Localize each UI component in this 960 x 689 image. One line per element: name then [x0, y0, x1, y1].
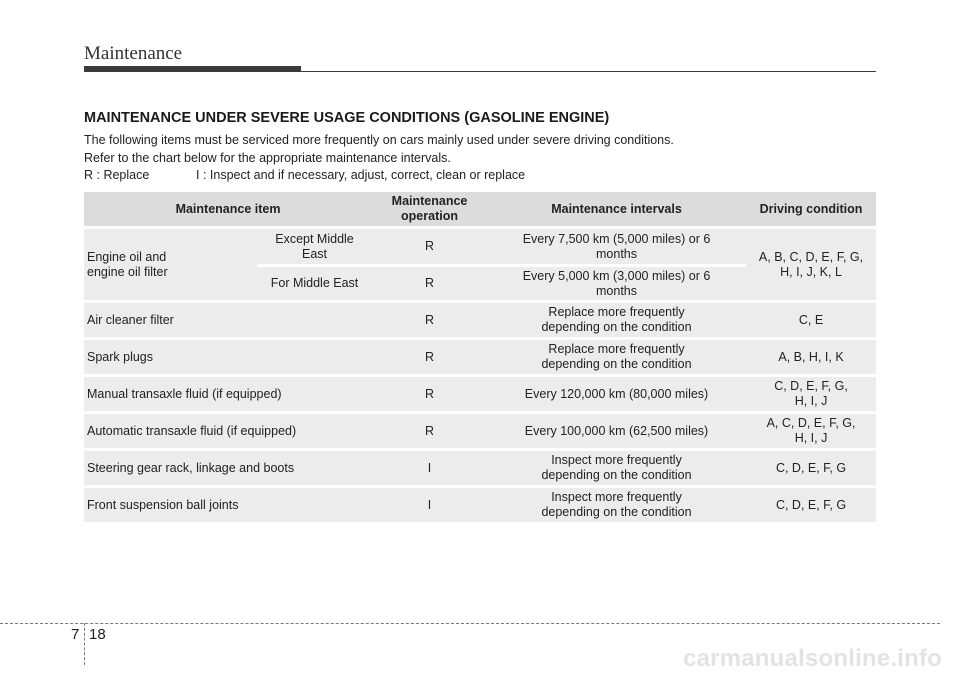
- cell-operation: R: [372, 229, 487, 264]
- cell-interval: Every 7,500 km (5,000 miles) or 6 months: [487, 229, 746, 264]
- footer-divider: [84, 623, 85, 665]
- cell-operation: R: [372, 414, 487, 448]
- cell-item: Spark plugs: [84, 340, 372, 374]
- cell-item: Front suspension ball joints: [84, 488, 372, 522]
- page-number: 18: [89, 626, 106, 643]
- table-header-row: [84, 192, 876, 226]
- maintenance-table: [84, 189, 876, 525]
- intro-line: Refer to the chart below for the appropriate maintenance intervals.: [84, 150, 451, 165]
- legend-inspect: I : Inspect and if necessary, adjust, correct, clean or replace: [196, 168, 526, 182]
- cell-region: Except Middle East: [257, 229, 372, 264]
- section-title: Maintenance: [84, 43, 183, 64]
- header-rule-accent: [84, 66, 301, 72]
- cell-condition: C, D, E, F, G: [746, 451, 876, 485]
- cell-operation: R: [372, 267, 487, 300]
- header-item: Maintenance item: [84, 192, 372, 226]
- cell-condition: C, D, E, F, G, H, I, J: [746, 377, 876, 411]
- legend: [84, 167, 674, 185]
- cell-operation: R: [372, 377, 487, 411]
- watermark: carmanualsonline.info: [683, 645, 942, 672]
- cell-condition: A, B, C, D, E, F, G, H, I, J, K, L: [746, 229, 876, 300]
- cell-operation: R: [372, 303, 487, 337]
- table-row: [84, 488, 876, 522]
- cell-item: Air cleaner filter: [84, 303, 372, 337]
- intro-text: [84, 132, 674, 185]
- cell-condition: C, E: [746, 303, 876, 337]
- cell-interval: Every 100,000 km (62,500 miles): [487, 414, 746, 448]
- cell-item: Steering gear rack, linkage and boots: [84, 451, 372, 485]
- cell-interval: Every 5,000 km (3,000 miles) or 6 months: [487, 267, 746, 300]
- cell-interval: Inspect more frequently depending on the condition: [487, 451, 746, 485]
- table-row: [84, 229, 876, 264]
- cell-item: Engine oil and engine oil filter: [84, 229, 257, 300]
- legend-replace: R : Replace: [84, 168, 150, 182]
- cell-item: Automatic transaxle fluid (if equipped): [84, 414, 372, 448]
- cell-operation: I: [372, 488, 487, 522]
- cell-operation: I: [372, 451, 487, 485]
- table-row: [84, 303, 876, 337]
- header-operation: Maintenance operation: [372, 192, 487, 226]
- cell-condition: A, B, H, I, K: [746, 340, 876, 374]
- header-intervals: Maintenance intervals: [487, 192, 746, 226]
- cell-interval: Inspect more frequently depending on the condition: [487, 488, 746, 522]
- cell-interval: Replace more frequently depending on the condition: [487, 303, 746, 337]
- cell-condition: A, C, D, E, F, G, H, I, J: [746, 414, 876, 448]
- cell-condition: C, D, E, F, G: [746, 488, 876, 522]
- page-heading: MAINTENANCE UNDER SEVERE USAGE CONDITIONS (GASOLINE ENGINE): [84, 110, 610, 126]
- chapter-number: 7: [71, 626, 80, 643]
- cell-interval: Every 120,000 km (80,000 miles): [487, 377, 746, 411]
- cell-region: For Middle East: [257, 267, 372, 300]
- header-condition: Driving condition: [746, 192, 876, 226]
- table-row: [84, 340, 876, 374]
- cell-operation: R: [372, 340, 487, 374]
- cell-item: Manual transaxle fluid (if equipped): [84, 377, 372, 411]
- table-row: [84, 451, 876, 485]
- table-row: [84, 377, 876, 411]
- cell-interval: Replace more frequently depending on the condition: [487, 340, 746, 374]
- table-row: [84, 414, 876, 448]
- intro-line: The following items must be serviced more frequently on cars mainly used under severe driving conditions.: [84, 133, 674, 147]
- footer-rule: [0, 623, 940, 624]
